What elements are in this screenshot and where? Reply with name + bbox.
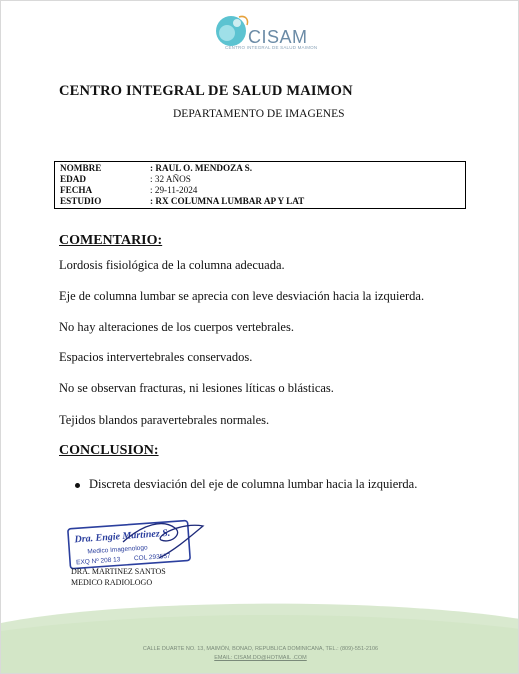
info-label: NOMBRE	[60, 163, 102, 173]
signature-title: MEDICO RADIOLOGO	[71, 578, 153, 587]
comentario-line: No se observan fracturas, ni lesiones líticas o blásticas.	[59, 381, 334, 395]
info-row-nombre	[60, 163, 460, 174]
stamp-name: Dra. Engie Martinez S.	[74, 527, 171, 546]
bullet-icon	[75, 483, 80, 488]
info-label: EDAD	[60, 174, 87, 184]
footer-address: CALLE DUARTE NO. 13, MAIMÓN, BONAO, REPUBLICA DOMINICANA, TEL.: (809)-551-2106	[142, 646, 379, 652]
stamp-role: Medico Imagenologo	[87, 544, 148, 556]
stamp-exq: EXQ Nº 208 13	[75, 556, 121, 567]
department-name: DEPARTAMENTO DE IMAGENES	[173, 108, 345, 120]
conclusion-item: Discreta desviación del eje de columna lumbar hacia la izquierda.	[89, 477, 418, 491]
info-row-edad	[60, 174, 460, 185]
page-title: CENTRO INTEGRAL DE SALUD MAIMON	[59, 83, 353, 99]
logo-name: CISAM	[248, 27, 308, 47]
conclusion-heading: CONCLUSION:	[59, 443, 159, 458]
stamp-col: COL 293557	[133, 552, 171, 563]
info-label: ESTUDIO	[60, 196, 102, 206]
comentario-heading: COMENTARIO:	[59, 233, 163, 248]
footer-wave	[1, 601, 519, 674]
comentario-line: Espacios intervertebrales conservados.	[59, 350, 253, 364]
signature-name: DRA. MARTINEZ SANTOS	[71, 567, 166, 576]
cisam-logo	[213, 11, 325, 55]
footer-email: EMAIL: CISAM.DO@HOTMAIL .COM	[214, 655, 307, 661]
info-value: : RAUL O. MENDOZA S.	[150, 163, 253, 173]
comentario-line: Tejidos blandos paravertebrales normales.	[59, 413, 270, 427]
info-value: : 32 AÑOS	[150, 174, 191, 184]
info-row-fecha	[60, 185, 460, 196]
info-value: : RX COLUMNA LUMBAR AP Y LAT	[150, 196, 305, 206]
info-value: : 29-11-2024	[150, 185, 198, 195]
info-label: FECHA	[60, 185, 93, 195]
comentario-line: Lordosis fisiológica de la columna adecuada.	[59, 258, 285, 272]
comentario-line: Eje de columna lumbar se aprecia con leve desviación hacia la izquierda.	[59, 289, 425, 303]
info-row-estudio	[60, 196, 460, 207]
comentario-line: No hay alteraciones de los cuerpos vertebrales.	[59, 320, 294, 334]
doctor-stamp	[63, 514, 213, 574]
patient-info-box	[54, 161, 466, 209]
logo-tagline: CENTRO INTEGRAL DE SALUD MAIMON	[225, 45, 318, 50]
